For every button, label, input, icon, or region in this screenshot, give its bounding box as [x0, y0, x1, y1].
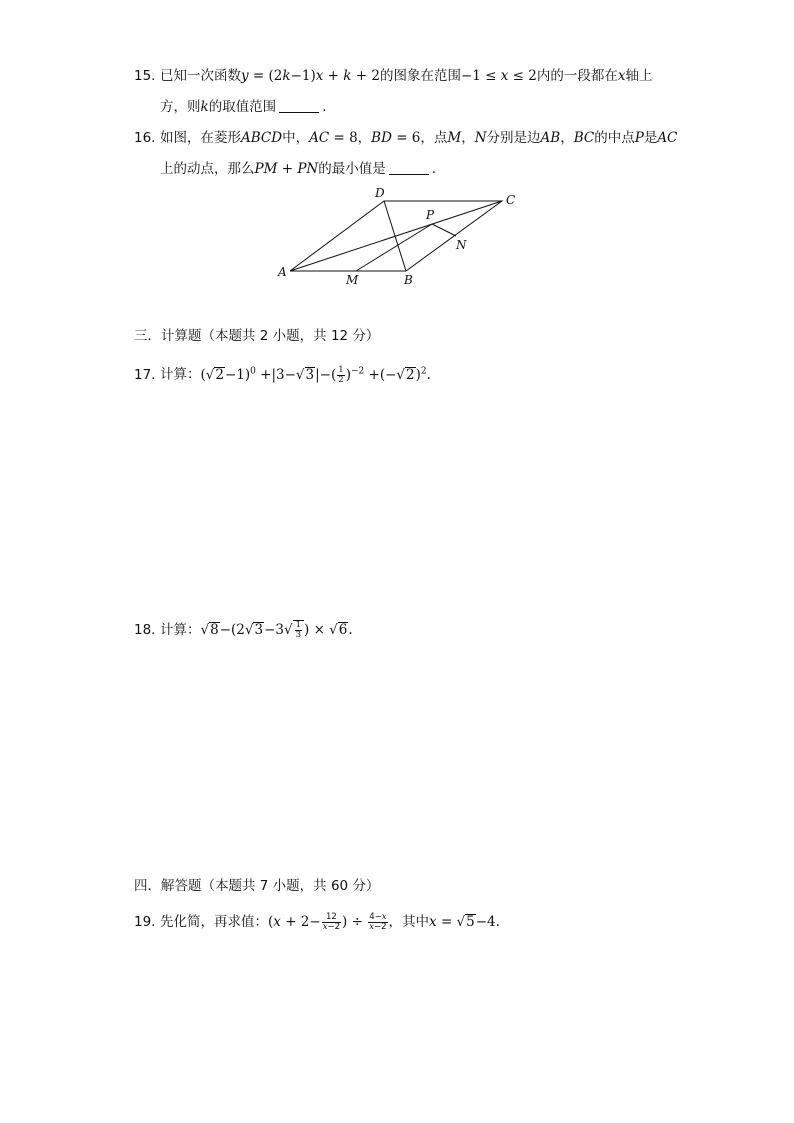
question-number: 15.: [134, 68, 156, 84]
label-d: D: [375, 186, 385, 200]
question-19: 19. 先化简，再求值：(x + 2− $\frac{12}{x-2}$ ) ÷ $\frac{4-x}{x-2}$ ，其中x = √5−4.: [134, 911, 500, 932]
question-15: 15. 已知一次函数y = (2k−1)x + k + 2的图象在范围−1 ≤ x ≤ 2内的一段都在x轴上: [134, 68, 653, 84]
label-c: C: [506, 193, 516, 207]
segment-mp: [356, 224, 432, 271]
question-number: 18.: [134, 622, 156, 638]
diagonal-bd: [384, 201, 406, 271]
rhombus-diagram: [270, 183, 530, 293]
question-18: 18. 计算：√8−(2√3−3√ $\frac{1}{3}$ ) × √6.: [134, 620, 353, 640]
question-16: 16. 如图，在菱形ABCD中，AC = 8，BD = 6，点M，N分别是边AB，BC的中点P是AC: [134, 130, 678, 146]
label-n: N: [456, 238, 467, 252]
section-3-title: 三．计算题（本题共 2 小题，共 12 分）: [134, 328, 380, 344]
label-p: P: [426, 208, 435, 222]
label-b: B: [404, 273, 413, 287]
section-4-title: 四．解答题（本题共 7 小题，共 60 分）: [134, 878, 380, 894]
question-number: 19.: [134, 914, 156, 930]
question-number: 16.: [134, 130, 156, 146]
question-17: 17. 计算：$(√2-1)^0 +|3-√3|-$( $\frac{1}{2}$ )$^{-2} +(-√2)^2$.: [134, 364, 431, 385]
answer-blank[interactable]: [389, 160, 429, 175]
diagonal-ac: [290, 201, 502, 271]
answer-blank[interactable]: [279, 98, 319, 113]
question-16-line-2: 上的动点，那么PM + PN的最小值是 .: [160, 161, 437, 177]
question-15-line-2: 方，则k的取值范围 .: [160, 99, 327, 115]
label-m: M: [346, 273, 359, 287]
label-a: A: [278, 265, 287, 279]
segment-pn: [432, 224, 456, 236]
question-number: 17.: [134, 366, 156, 383]
